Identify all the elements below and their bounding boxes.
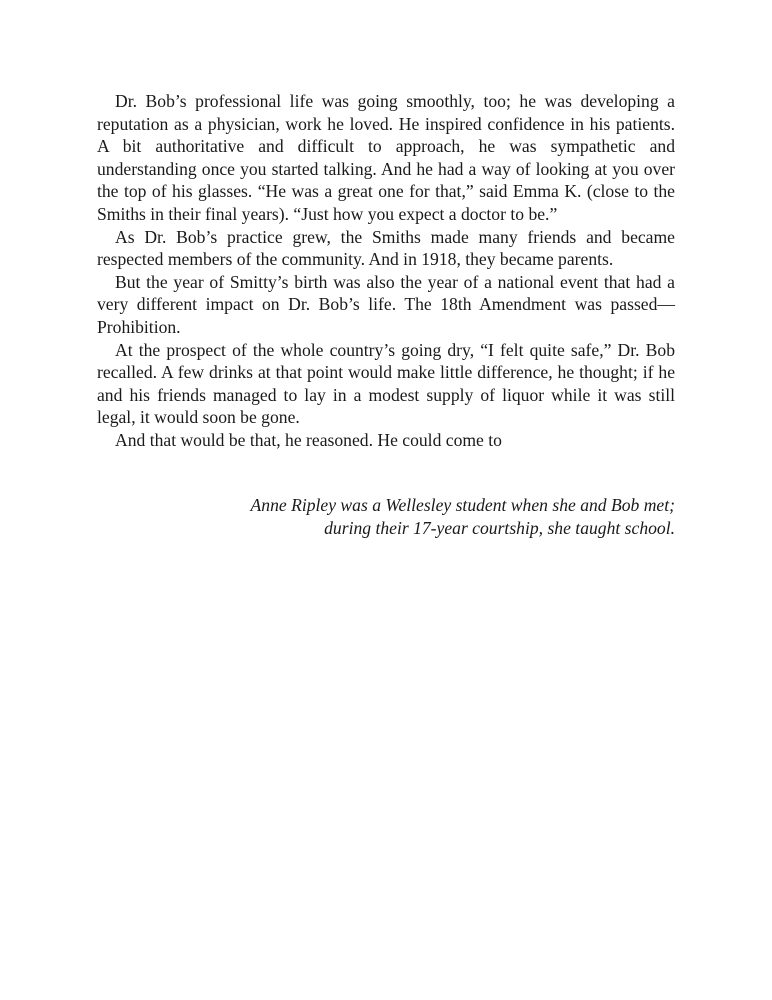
paragraph-4: At the prospect of the whole country’s going dry, “I felt quite safe,” Dr. Bob recalled. A few drinks at that point would make little difference, he thought; if he and his friends managed to lay in a modest supply of liquor while it was still legal, it would soon be gone. bbox=[97, 339, 675, 428]
paragraph-3: But the year of Smitty’s birth was also the year of a national event that had a very different impact on Dr. Bob’s life. The 18th Amendment was passed—Prohibition. bbox=[97, 271, 675, 337]
caption-line-2: during their 17-year courtship, she taught school. bbox=[324, 517, 675, 538]
paragraph-1: Dr. Bob’s professional life was going smoothly, too; he was developing a reputation as a physician, work he loved. He inspired confidence in his patients. A bit authoritative and difficult to approach, he was sympathetic and understanding once you started talking. And he had a way of looking at you over the top of his glasses. “He was a great one for that,” said Emma K. (close to the Smiths in their final years). “Just how you expect a doctor to be.” bbox=[97, 91, 675, 224]
paragraph-2: As Dr. Bob’s practice grew, the Smiths made many friends and became respected members of the community. And in 1918, they became parents. bbox=[97, 226, 675, 270]
paragraph-5: And that would be that, he reasoned. He could come to bbox=[115, 429, 502, 450]
photo-caption bbox=[97, 494, 675, 540]
page-body bbox=[97, 90, 675, 540]
caption-line-1: Anne Ripley was a Wellesley student when she and Bob met; bbox=[250, 494, 675, 515]
